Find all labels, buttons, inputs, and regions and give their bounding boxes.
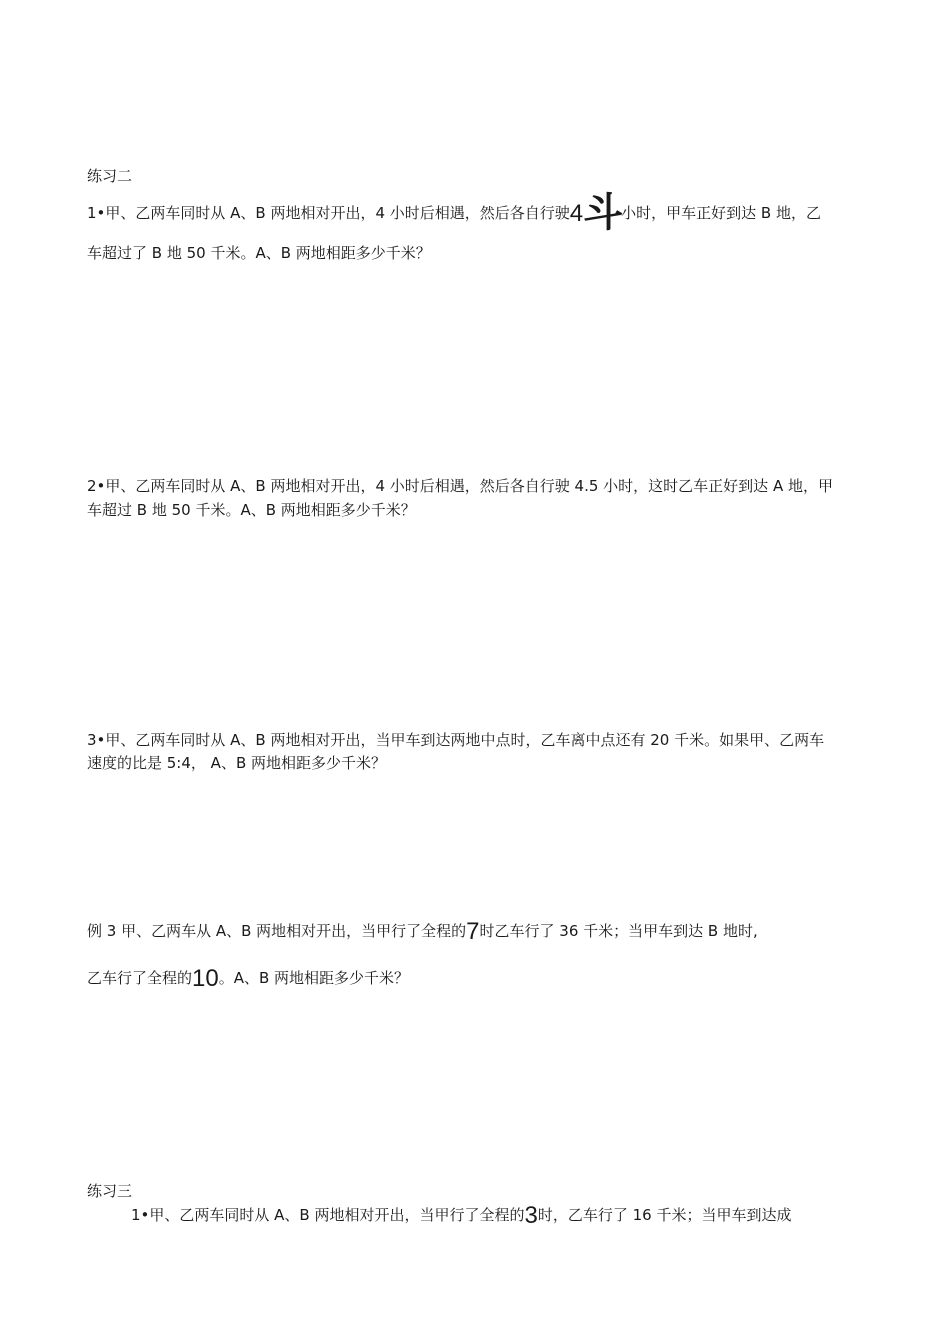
problem-1-line-2: 车超过了 B 地 50 千米。A、B 两地相距多少千米？: [87, 244, 431, 262]
problem-2-line-2: 车超过 B 地 50 千米。A、B 两地相距多少千米？: [87, 501, 416, 519]
problem-1-line-1: [87, 190, 821, 236]
problem-1-text-a: 1•甲、乙两车同时从 A、B 两地相对开出，4 小时后相遇，然后各自行驶: [87, 204, 570, 222]
section-heading-practice-2: 练习二: [87, 167, 133, 185]
practice-3-problem-1-line-1: [131, 1202, 792, 1229]
example-3-text-d: 。A、B 两地相距多少千米？: [218, 969, 410, 987]
example-3-text-c: 乙车行了全程的: [87, 969, 193, 987]
example-3-text-b: 时乙车行了 36 千米；当甲车到达 B 地时,: [479, 922, 758, 940]
problem-1-fraction-glyph: 斗: [583, 190, 622, 236]
section-heading-practice-3: 练习三: [87, 1182, 133, 1200]
problem-1-text-b: 小时，甲车正好到达 B 地，乙: [621, 204, 821, 222]
problem-1-fraction-whole: 4: [569, 200, 584, 227]
example-3-number-a: 7: [466, 918, 480, 945]
example-3-line-2: [87, 965, 410, 992]
problem-3-line-1: 3•甲、乙两车同时从 A、B 两地相对开出，当甲车到达两地中点时，乙车离中点还有 20 千米。如果甲、乙两车: [87, 731, 825, 749]
example-3-line-1: [87, 918, 758, 945]
practice-3-number: 3: [524, 1202, 538, 1229]
problem-2-line-1: 2•甲、乙两车同时从 A、B 两地相对开出，4 小时后相遇，然后各自行驶 4.5 小时，这时乙车正好到达 A 地，甲: [87, 477, 833, 495]
example-3-number-b: 10: [192, 965, 219, 992]
problem-3-line-2: 速度的比是 5:4， A、B 两地相距多少千米？: [87, 754, 386, 772]
practice-3-text-b: 时，乙车行了 16 千米；当甲车到达成: [537, 1206, 792, 1224]
practice-3-text-a: 1•甲、乙两车同时从 A、B 两地相对开出，当甲行了全程的: [131, 1206, 525, 1224]
example-3-text-a: 例 3 甲、乙两车从 A、B 两地相对开出，当甲行了全程的: [87, 922, 467, 940]
